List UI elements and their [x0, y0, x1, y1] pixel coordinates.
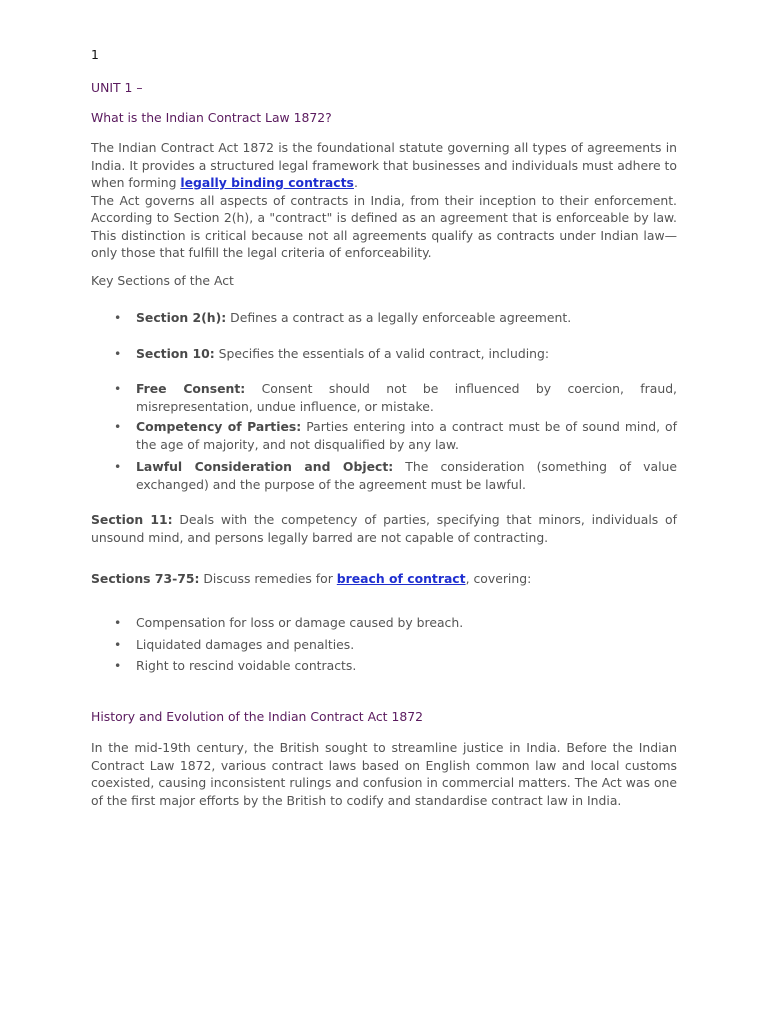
key-sections-heading: Key Sections of the Act [91, 273, 234, 288]
bullet-icon: • [114, 658, 122, 673]
list-item [114, 657, 677, 675]
essential-label: Lawful Consideration and Object: [136, 459, 394, 474]
list-item [114, 614, 677, 632]
bullet-icon: • [114, 615, 122, 630]
section-11-label: Section 11: [91, 512, 173, 527]
list-item [114, 380, 677, 415]
sections-73-75-text: Discuss remedies for [199, 571, 337, 586]
legally-binding-contracts-link[interactable]: legally binding contracts [180, 175, 354, 190]
bullet-icon: • [114, 459, 122, 474]
list-item [114, 345, 677, 363]
remedy-text: Right to rescind voidable contracts. [136, 658, 357, 673]
bullet-icon: • [114, 637, 122, 652]
section-label: Section 2(h): [136, 310, 227, 325]
intro-paragraph [91, 139, 677, 262]
sections-73-75-label: Sections 73-75: [91, 571, 200, 586]
page-number: 1 [91, 47, 99, 62]
sections-73-75-text-end: , covering: [465, 571, 532, 586]
section-text: Specifies the essentials of a valid contract, including: [214, 346, 550, 361]
section-11-text: Deals with the competency of parties, specifying that minors, individuals of unsound mind, and persons legally barred are not capable of contracting. [91, 512, 677, 545]
remedy-text: Liquidated damages and penalties. [136, 637, 355, 652]
essential-text: The consideration (something of value exchanged) and the purpose of the agreement must be lawful. [136, 459, 677, 492]
question-heading: What is the Indian Contract Law 1872? [91, 110, 332, 125]
unit-heading: UNIT 1 – [91, 80, 143, 95]
list-item [114, 636, 677, 654]
sections-73-75-paragraph [91, 570, 677, 588]
essential-label: Free Consent: [136, 381, 246, 396]
bullet-icon: • [114, 419, 122, 434]
section-text: Defines a contract as a legally enforceable agreement. [226, 310, 572, 325]
essential-text: Consent should not be influenced by coercion, fraud, misrepresentation, undue influence, or mistake. [136, 381, 677, 414]
section-label: Section 10: [136, 346, 215, 361]
essential-label: Competency of Parties: [136, 419, 302, 434]
bullet-icon: • [114, 346, 122, 361]
history-paragraph: In the mid-19th century, the British sought to streamline justice in India. Before the Indian Contract Law 1872, various contract laws based on English common law and local customs coexisted, causing inconsistent rulings and confusion in commercial matters. The Act was one of the first major efforts by the British to codify and standardise contract law in India. [91, 740, 677, 808]
remedy-text: Compensation for loss or damage caused by breach. [136, 615, 464, 630]
list-item [114, 458, 677, 493]
breach-of-contract-link[interactable]: breach of contract [336, 571, 466, 586]
intro-text-1-end: . [353, 175, 358, 190]
bullet-icon: • [114, 310, 122, 325]
intro-text-2: The Act governs all aspects of contracts in India, from their inception to their enforcement. According to Section 2(h), a "contract" is defined as an agreement that is enforceable by law. This distinction is critical because not all agreements qualify as contracts under Indian law—only those that fulfill the legal criteria of enforceability. [91, 192, 677, 260]
bullet-icon: • [114, 381, 122, 396]
list-item [114, 309, 677, 327]
intro-text-1: The Indian Contract Act 1872 is the foundational statute governing all types of agreements in India. It provides a structured legal framework that businesses and individuals must adhere to when forming [91, 140, 677, 190]
essential-text: Parties entering into a contract must be of sound mind, of the age of majority, and not disqualified by any law. [136, 419, 677, 452]
list-item [114, 418, 677, 453]
section-11-paragraph [91, 511, 677, 546]
history-heading: History and Evolution of the Indian Contract Act 1872 [91, 709, 423, 724]
